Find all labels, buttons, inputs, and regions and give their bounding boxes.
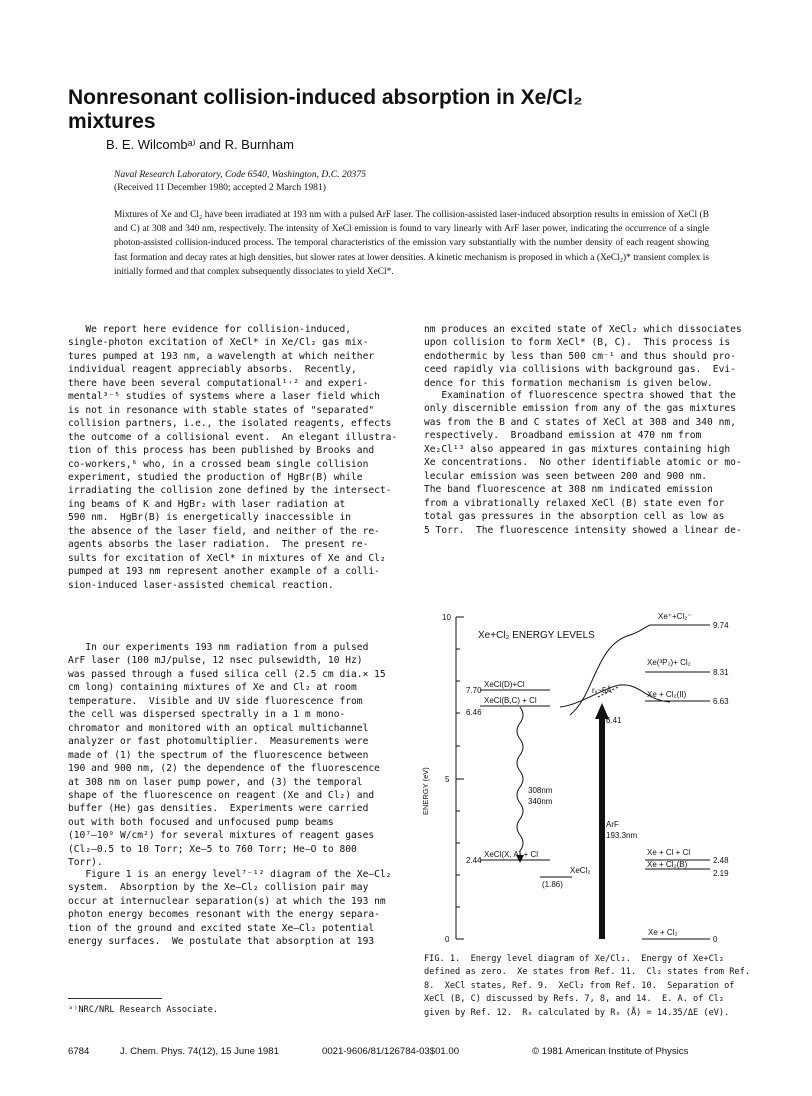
col2-para2-line: Examination of fluorescence spectra showed that the <box>424 390 736 401</box>
tick-5: 5 <box>445 775 450 784</box>
copyright: © 1981 American Institute of Physics <box>532 1046 689 1057</box>
affiliation-address: Naval Research Laboratory, Code 6540, Washington, D.C. 20375 <box>114 169 366 180</box>
col1-para2-line: the cell was dispersed spectrally in a 1 m mono- <box>68 709 346 721</box>
authors: B. E. Wilcombᵃ⁾ and R. Burnham <box>106 137 294 152</box>
label-xecl-bc: XeCl(B,C) + Cl <box>484 696 537 705</box>
col2-para2-line: lecular emission was seen between 200 and 900 nm. <box>424 470 708 482</box>
label-arf: ArF <box>606 820 619 829</box>
col2-para1-line: upon collision to form XeCl* (B, C). This process is <box>424 337 731 349</box>
article-title <box>68 86 708 134</box>
col1-para2-line: 190 and 900 nm, (2) the dependence of the fluorescence <box>68 763 380 775</box>
label-340nm: 340nm <box>528 797 553 806</box>
col1-para3-line: system. Absorption by the Xe–Cl₂ collision pair may <box>68 882 369 894</box>
col1-para2-line: temperature. Visible and UV side fluorescence from <box>68 695 363 707</box>
article-code: 0021-9606/81/126784-03$01.00 <box>322 1046 460 1057</box>
caption-line: 8. XeCl states, Ref. 9. XeCl₂ from Ref. 10. Separation of <box>424 980 735 991</box>
col1-paragraph-3 <box>68 868 408 949</box>
col1-para2-line: In our experiments 193 nm radiation from a pulsed <box>68 642 369 653</box>
value-186: (1.86) <box>542 880 563 889</box>
tick-10: 10 <box>442 613 451 622</box>
col1-para1-line: tures pumped at 193 nm, a wavelength at which neither <box>68 350 375 362</box>
col1-para1-line: single-photon excitation of XeCl* in Xe/Cl₂ gas mix- <box>68 337 369 349</box>
value-663: 6.63 <box>713 697 729 706</box>
col1-para2-line: out with both focused and unfocused pump beams <box>68 816 334 828</box>
col1-para3-line: occur at internuclear separation(s) at which the 193 nm <box>68 895 386 907</box>
tick-0: 0 <box>445 935 450 944</box>
col1-para1-line: irradiating the collision zone defined by the intersect- <box>68 485 392 497</box>
col1-para1-line: sion-induced laser-assisted chemical reaction. <box>68 579 334 591</box>
journal-citation: J. Chem. Phys. 74(12), 15 June 1981 <box>120 1046 279 1057</box>
col1-para1-line: pumped at 193 nm represent another example of a colli- <box>68 566 380 578</box>
col2-para2-line: 5 Torr. The fluorescence intensity showed a linear de- <box>424 524 742 536</box>
label-xecl-d: XeCl(D)+Cl <box>484 680 525 689</box>
value-0: 0 <box>713 935 718 944</box>
caption-line: FIG. 1. Energy level diagram of Xe/Cl₂. Energy of Xe+Cl₂ <box>424 954 725 964</box>
col1-para1-line: individual reagent appreciably absorbs. Recently, <box>68 364 357 376</box>
footnote-rule <box>68 998 162 999</box>
col2-para2-line: only discernible emission from any of the gas mixtures <box>424 403 736 415</box>
col1-para3-line: photon energy becomes resonant with the energy separa- <box>68 909 380 921</box>
col2-para2-line: respectively. Broadband emission at 470 nm from <box>424 430 702 442</box>
col2-para2-line: Xe concentrations. No other identifiable atomic or mo- <box>424 457 742 469</box>
col1-para1-line: ing beams of K and HgBr₂ with laser radiation at <box>68 498 346 510</box>
col1-para1-line: there have been several computational¹˒² and experi- <box>68 377 369 389</box>
label-xe-plus: Xe⁺+Cl₂⁻ <box>658 612 692 621</box>
col2-para1-line: ceed rapidly via collisions with background gas. Evi- <box>424 364 736 376</box>
col2-para2-line: total gas pressures in the absorption cell as low as <box>424 511 725 523</box>
label-xe-cl2-ii: Xe + Cl₂(II) <box>647 690 687 699</box>
col1-para1-line: mental³⁻⁵ studies of systems where a laser field which <box>68 391 380 403</box>
col2-para1-line: endothermic by less than 500 cm⁻¹ and thus should pro- <box>424 350 736 362</box>
label-xecl2: XeCl₂ <box>570 866 591 875</box>
col2-paragraph-2 <box>424 389 769 537</box>
col1-para2-line: chromator and monitored with an optical multichannel <box>68 722 369 734</box>
label-xe-cl2-b: Xe + Cl₂(B) <box>647 860 688 869</box>
abstract: Mixtures of Xe and Cl₂ have been irradiated at 193 nm with a pulsed ArF laser. The collision-assisted laser-induced absorption results in emission of XeCl (B and C) at 308 and 340 nm, respectively. The intensity of XeCl emission is found to vary linearly with ArF laser power, indicating the occurrence of a single photon-assisted collision-induced process. The temporal characteristics of the emission vary substantially with the number density of each reagent showing fast formation and decay rates at high densities, but slower rates at lower densities. A kinetic mechanism is proposed in which a (XeCl₂)* transient complex is initially formed and that complex subsequently dissociates to yield XeCl*. <box>114 210 709 277</box>
value-244: 2.44 <box>466 856 482 865</box>
col1-para2-line: (Cl₂–0.5 to 10 Torr; Xe–5 to 760 Torr; He–O to 800 <box>68 843 357 855</box>
emission-wavy-arrow <box>517 707 523 857</box>
affiliation <box>114 168 366 194</box>
col1-para1-line: experiment, studied the production of HgBr(B) while <box>68 471 363 483</box>
col1-para3-line: energy surfaces. We postulate that absorption at 193 <box>68 936 375 948</box>
caption-line: given by Ref. 12. Rₓ calculated by Rₓ (Å) = 14.35/ΔE (eV). <box>424 1007 730 1018</box>
col1-para3-line: Figure 1 is an energy level⁷⁻¹² diagram of the Xe–Cl₂ <box>68 869 392 880</box>
received-dates: (Received 11 December 1980; accepted 2 March 1981) <box>114 182 326 193</box>
col1-para1-line: is not in resonance with stable states of "separated" <box>68 404 375 416</box>
label-193nm: 193.3nm <box>606 831 638 840</box>
value-219: 2.19 <box>713 869 729 878</box>
col1-paragraph-2 <box>68 641 408 870</box>
col1-para2-line: ArF laser (100 mJ/pulse, 12 nsec pulsewidth, 10 Hz) <box>68 655 363 667</box>
col1-para2-line: (10⁷–10⁹ W/cm²) for several mixtures of reagent gases <box>68 830 375 842</box>
label-xecl-xa: XeCl(X, A) + Cl <box>484 850 539 859</box>
value-641: 6.41 <box>606 716 622 725</box>
col1-para2-line: at 308 nm on laser pump power, and (3) the temporal <box>68 776 363 788</box>
col1-para2-line: buffer (He) gas densities. Experiments were carried <box>68 803 369 815</box>
col1-paragraph-1 <box>68 323 408 592</box>
col1-para1-line: 590 nm. HgBr(B) is energetically inaccessible in <box>68 512 352 524</box>
col2-para2-line: from a vibrationally relaxed XeCl (B) state even for <box>424 497 725 509</box>
col1-para1-line: collision partners, i.e., the isolated reagents, effects <box>68 418 392 430</box>
value-248: 2.48 <box>713 856 729 865</box>
y-axis-label: ENERGY (eV) <box>421 767 430 815</box>
label-xe-cl2: Xe + Cl₂ <box>648 928 678 937</box>
col1-para2-line: made of (1) the spectrum of the fluorescence between <box>68 749 369 761</box>
col2-para1-line: dence for this formation mechanism is given below. <box>424 377 713 389</box>
col1-para1-line: We report here evidence for collision-induced, <box>68 324 352 335</box>
col2-paragraph-1 <box>424 323 769 390</box>
col1-para1-line: the absence of the laser field, and neither of the re- <box>68 525 380 537</box>
col1-para2-line: was passed through a fused silica cell (2.5 cm dia.× 15 <box>68 668 386 680</box>
col2-para1-line: nm produces an excited state of XeCl₂ which dissociates <box>424 324 742 335</box>
energy-level-figure <box>420 605 740 950</box>
label-308nm: 308nm <box>528 786 553 795</box>
value-831: 8.31 <box>713 668 729 677</box>
col1-para2-line: Torr). <box>68 857 103 869</box>
page-number: 6784 <box>68 1046 90 1057</box>
title-line-1: Nonresonant collision-induced absorption in Xe/Cl₂ <box>68 86 583 109</box>
label-xe-cl-cl: Xe + Cl + Cl <box>647 848 691 857</box>
col1-para1-line: tion of this process has been published by Brooks and <box>68 445 375 457</box>
col2-para2-line: was from the B and C states of XeCl at 308 and 340 nm, <box>424 416 736 428</box>
col1-para2-line: analyzer or fast photomultiplier. Measurements were <box>68 736 369 748</box>
label-rx: rₓ~5Å <box>592 686 612 695</box>
caption-line: XeCl (B, C) discussed by Refs. 7, 8, and 14. E. A. of Cl₂ <box>424 994 725 1005</box>
figure-heading: Xe+Cl₂ ENERGY LEVELS <box>478 630 595 641</box>
title-line-2: mixtures <box>68 110 156 133</box>
col1-para2-line: shape of the fluorescence on reagent (Xe and Cl₂) and <box>68 789 375 801</box>
caption-line: defined as zero. Xe states from Ref. 11. Cl₂ states from Ref. <box>424 967 750 978</box>
col1-para1-line: co-workers,⁶ who, in a crossed beam single collision <box>68 458 369 470</box>
col2-para2-line: Xe₂Cl¹³ also appeared in gas mixtures containing high <box>424 443 731 455</box>
col1-para1-line: sults for excitation of XeCl* in mixtures of Xe and Cl₂ <box>68 552 386 564</box>
col1-para2-line: cm long) containing mixtures of Xe and Cl₂ at room <box>68 682 357 694</box>
label-xe3p2: Xe(³P₂)+ Cl₂ <box>647 658 691 667</box>
value-646: 6.46 <box>466 708 482 717</box>
figure-caption <box>424 953 769 1020</box>
col2-para2-line: The band fluorescence at 308 nm indicated emission <box>424 484 713 496</box>
col1-para1-line: agents absorbs the laser radiation. The present re- <box>68 539 369 551</box>
value-974: 9.74 <box>713 621 729 630</box>
col1-para1-line: the outcome of a collisional event. An elegant illustra- <box>68 431 398 443</box>
col1-para3-line: tion of the ground and excited state Xe–Cl₂ potential <box>68 922 375 934</box>
footnote: ᵃ⁾NRC/NRL Research Associate. <box>68 1005 219 1015</box>
value-770: 7.70 <box>466 686 482 695</box>
